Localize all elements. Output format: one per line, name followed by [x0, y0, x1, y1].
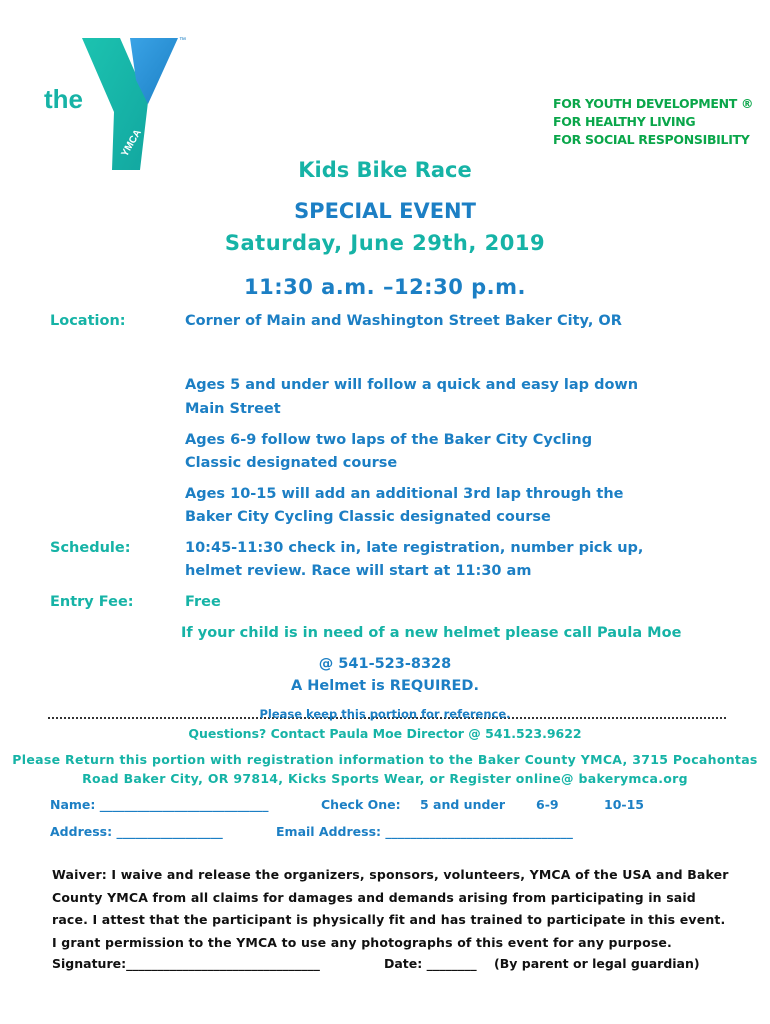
tagline-2: FOR HEALTHY LIVING	[553, 114, 696, 129]
age-group-1-line2: Main Street	[185, 401, 281, 417]
event-title: Kids Bike Race	[298, 158, 472, 182]
location-value: Corner of Main and Washington Street Baker City, OR	[185, 313, 622, 329]
return-info-line2: Road Baker City, OR 97814, Kicks Sports Wear, or Register online@ bakerymca.org	[82, 771, 688, 786]
age-group-3-line2: Baker City Cycling Classic designated course	[185, 509, 551, 525]
event-time: 11:30 a.m. –12:30 p.m.	[243, 275, 526, 299]
location-label: Location:	[50, 313, 126, 329]
option-10-15[interactable]: 10-15	[604, 797, 644, 812]
guardian-note: (By parent or legal guardian)	[494, 956, 700, 971]
option-5-and-under[interactable]: 5 and under	[420, 797, 506, 812]
waiver-text: Waiver: I waive and release the organizers, sponsors, volunteers, YMCA of the USA and Baker County YMCA from all claims for damages and demands arising from participating in said race. I attest that the participant is physically fit and has trained to participate in this event. I grant permission to the YMCA to use any photographs of this event for any purpose.	[52, 867, 729, 950]
age-group-3-line1: Ages 10-15 will add an additional 3rd lap through the	[185, 486, 624, 502]
signature-field[interactable]: Signature:_______________________________	[52, 956, 320, 971]
tagline-1: FOR YOUTH DEVELOPMENT ®	[553, 96, 754, 111]
helmet-required: A Helmet is REQUIRED.	[291, 678, 479, 694]
entry-fee-label: Entry Fee:	[50, 594, 134, 610]
helmet-line: If your child is in need of a new helmet please call Paula Moe	[181, 625, 682, 641]
tagline-3: FOR SOCIAL RESPONSIBILITY	[553, 132, 750, 147]
option-6-9[interactable]: 6-9	[536, 797, 559, 812]
date-field[interactable]: Date: ________	[384, 956, 477, 971]
logo-word: the	[44, 84, 83, 114]
check-one-label: Check One:	[321, 797, 401, 812]
questions-contact: Questions? Contact Paula Moe Director @ 541.523.9622	[188, 726, 582, 741]
address-field[interactable]: Address: _________________	[50, 824, 223, 839]
age-group-1-line1: Ages 5 and under will follow a quick and easy lap down	[185, 377, 639, 393]
schedule-line2: helmet review. Race will start at 11:30 am	[185, 563, 532, 579]
entry-fee-value: Free	[185, 594, 221, 610]
event-subtitle: SPECIAL EVENT	[294, 199, 476, 223]
helmet-phone: @ 541-523-8328	[318, 656, 452, 672]
schedule-line1: 10:45-11:30 check in, late registration, number pick up,	[185, 540, 644, 556]
event-date: Saturday, June 29th, 2019	[224, 231, 546, 255]
return-info-line1: Please Return this portion with registration information to the Baker County YMCA, 3715 Pocahontas	[12, 752, 758, 767]
schedule-label: Schedule:	[50, 540, 131, 556]
age-group-2-line2: Classic designated course	[185, 455, 398, 471]
logo-tm: ™	[179, 37, 186, 44]
age-group-2-line1: Ages 6-9 follow two laps of the Baker City Cycling	[185, 432, 593, 448]
reference-note: Please keep this portion for reference.	[259, 707, 511, 721]
name-field[interactable]: Name: ___________________________	[50, 797, 269, 812]
email-address-field[interactable]: Email Address: ______________________________	[276, 824, 573, 839]
logo-brand: YMCA	[119, 127, 144, 159]
